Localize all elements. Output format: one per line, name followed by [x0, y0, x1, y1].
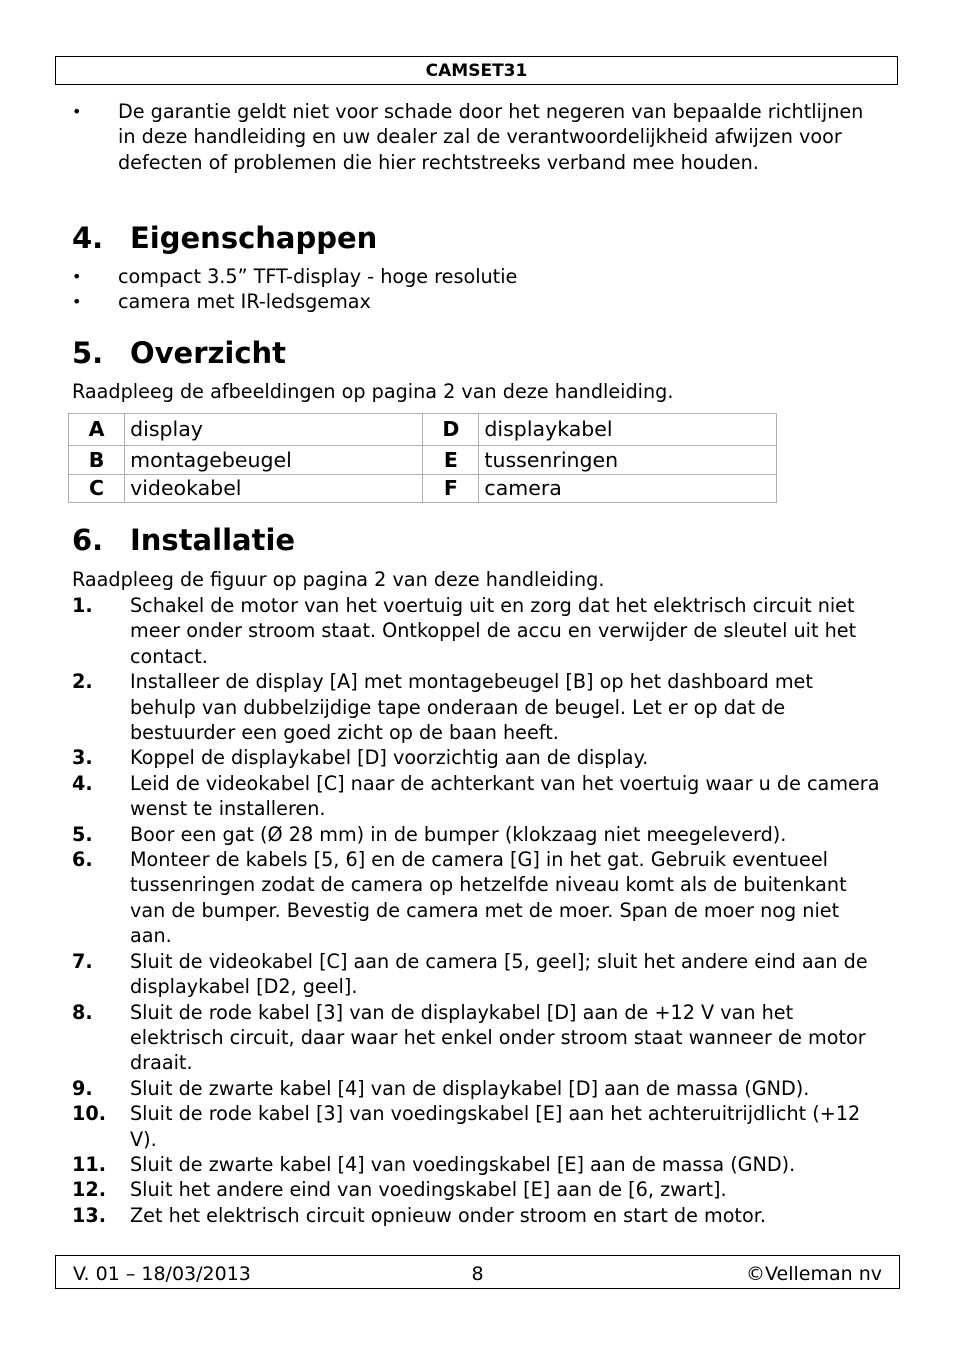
list-item — [72, 1203, 882, 1228]
part-key: A — [69, 414, 125, 446]
part-key: E — [423, 446, 479, 475]
step-text: Sluit de rode kabel [3] van de displaykabel [D] aan de +12 V van het elektrisch circuit, daar waar het enkel onder stroom staat wanneer de motor draait. — [130, 1000, 866, 1075]
part-label: montagebeugel — [125, 446, 423, 475]
step-number: 1. — [72, 594, 93, 617]
list-item — [72, 745, 882, 770]
table-row — [69, 475, 777, 503]
part-key: B — [69, 446, 125, 475]
section-number: 5. — [72, 336, 104, 370]
page-header — [55, 56, 898, 85]
footer-page-number: 8 — [471, 1263, 484, 1285]
section-number: 4. — [72, 221, 104, 255]
step-text: Monteer de kabels [5, 6] en de camera [G] in het gat. Gebruik eventueel tussenringen zodat de camera op hetzelfde niveau komt als de buitenkant van de bumper. Bevestig de camera met de moer. Span de moer nog niet aan. — [130, 848, 847, 948]
list-item — [72, 822, 882, 847]
step-text: Boor een gat (Ø 28 mm) in de bumper (klokzaag niet meegeleverd). — [130, 822, 787, 846]
list-item — [72, 1152, 882, 1177]
step-text: Installeer de display [A] met montagebeugel [B] op het dashboard met behulp van dubbelzijdige tape onderaan de beugel. Let er op dat de bestuurder een goed zicht op de baan heeft. — [130, 670, 813, 745]
step-number: 12. — [72, 1178, 106, 1202]
step-text: Schakel de motor van het voertuig uit en zorg dat het elektrisch circuit niet meer onder stroom staat. Ontkoppel de accu en verwijder de sleutel uit het contact. — [130, 594, 857, 668]
installation-steps — [72, 593, 882, 1228]
step-number: 3. — [72, 746, 93, 770]
step-text: Zet het elektrisch circuit opnieuw onder stroom en start de motor. — [130, 1203, 766, 1227]
list-item — [72, 847, 882, 949]
overview-intro: Raadpleeg de afbeeldingen op pagina 2 van deze handleiding. — [72, 380, 674, 403]
step-text: Sluit de videokabel [C] aan de camera [5, geel]; sluit het andere eind aan de displaykabel [D2, geel]. — [130, 949, 868, 999]
list-item: • camera met IR-ledsgemax — [72, 289, 882, 314]
list-item — [72, 1076, 882, 1101]
part-label: display — [125, 414, 423, 446]
list-item — [72, 1177, 882, 1202]
section-heading-installatie — [72, 523, 295, 557]
features-list — [72, 264, 882, 315]
step-number: 13. — [72, 1203, 106, 1227]
step-number: 9. — [72, 1076, 93, 1100]
list-item — [72, 1000, 882, 1076]
step-text: Sluit de zwarte kabel [4] van voedingskabel [E] aan de massa (GND). — [130, 1152, 796, 1176]
parts-table — [68, 413, 777, 503]
step-number: 5. — [72, 822, 93, 846]
intro-bullet-list — [72, 99, 882, 175]
list-item — [72, 669, 882, 745]
step-number: 11. — [72, 1152, 106, 1176]
step-text: Sluit de rode kabel [3] van voedingskabel [E] aan het achteruitrijdlicht (+12 V). — [130, 1102, 861, 1151]
section-title: Installatie — [130, 523, 296, 557]
list-item: • compact 3.5” TFT-display - hoge resolutie — [72, 264, 882, 289]
section-title: Overzicht — [130, 336, 287, 370]
step-text: Sluit het andere eind van voedingskabel [E] aan de [6, zwart]. — [130, 1178, 727, 1202]
section-title: Eigenschappen — [130, 221, 378, 255]
page-footer — [55, 1255, 900, 1289]
step-number: 8. — [72, 1000, 93, 1024]
step-number: 6. — [72, 848, 93, 872]
step-text: Koppel de displaykabel [D] voorzichtig aan de display. — [130, 746, 649, 770]
step-number: 7. — [72, 949, 93, 973]
section-number: 6. — [72, 523, 104, 557]
footer-copyright: ©Velleman nv — [746, 1263, 882, 1285]
part-key: C — [69, 475, 125, 503]
footer-version: V. 01 – 18/03/2013 — [73, 1263, 251, 1285]
part-label: displaykabel — [479, 414, 777, 446]
step-number: 4. — [72, 771, 93, 795]
part-label: videokabel — [125, 475, 423, 503]
step-number: 10. — [72, 1102, 106, 1126]
part-label: camera — [479, 475, 777, 503]
step-number: 2. — [72, 670, 93, 694]
part-key: F — [423, 475, 479, 503]
section-heading-overzicht — [72, 336, 286, 370]
list-item — [72, 1101, 882, 1152]
section-heading-eigenschappen — [72, 221, 377, 255]
part-key: D — [423, 414, 479, 446]
part-label: tussenringen — [479, 446, 777, 475]
table-row — [69, 414, 777, 446]
list-item — [72, 949, 882, 1000]
step-text: Sluit de zwarte kabel [4] van de displaykabel [D] aan de massa (GND). — [130, 1076, 810, 1100]
list-item — [72, 593, 882, 669]
list-item: • De garantie geldt niet voor schade door het negeren van bepaalde richtlijnen in deze handleiding en uw dealer zal de verantwoordelijkheid afwijzen voor defecten of problemen die hier rechtstreeks verband mee houden. — [72, 99, 882, 175]
step-text: Leid de videokabel [C] naar de achterkant van het voertuig waar u de camera wenst te installeren. — [130, 771, 880, 821]
table-row — [69, 446, 777, 475]
list-item — [72, 771, 882, 822]
header-title: CAMSET31 — [425, 61, 528, 81]
installation-intro: Raadpleeg de figuur op pagina 2 van deze handleiding. — [72, 568, 605, 591]
